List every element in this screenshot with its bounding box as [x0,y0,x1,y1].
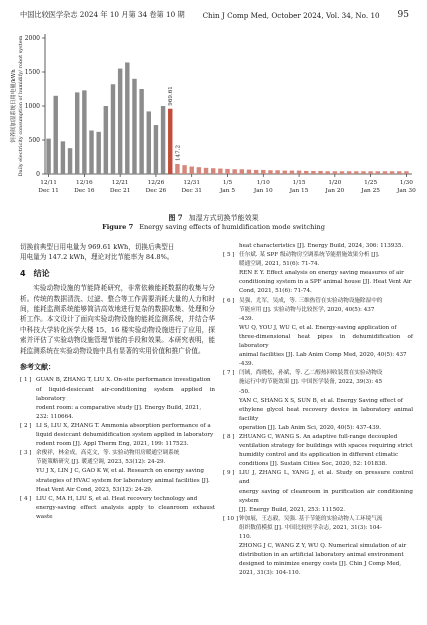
journal-title-cn: 中国比较医学杂志 2024 年 10 月第 34 卷第 10 期 [20,10,185,19]
x-tick-label-top: 1/5 [222,180,233,186]
bar [261,170,265,174]
bar [46,139,50,174]
bar [189,167,193,174]
x-tick-label-bottom: Jan 30 [397,188,416,194]
x-tick-label-top: 1/20 [328,180,342,186]
reference-line: strategies of HVAC system for laboratory animal facilities [J]. [36,477,210,484]
reference-number: [ 7 ] [223,370,235,377]
intro-line: 切换前典型日用电量为 969.61 kWh，切换后典型日 [20,243,175,251]
y-tick-label: 0 [36,171,40,179]
bar [275,170,279,174]
reference-line: ZHUANG C, WANG S. An adaptive full-range decoupled [239,433,398,440]
reference-continuation [223,242,413,251]
reference-line: ZHONG J C, WANG Z Y, WU Q. Numerical simulation of air [239,543,407,550]
bar [347,171,351,174]
reference-item [223,297,413,370]
bar [68,148,72,174]
bar [268,170,272,174]
references-title: 参考文献： [20,363,55,372]
reference-line: 任尔斌. 某 SPF 级动物房空调系统节能措施效果分析 [J]. [239,252,380,259]
right-column [223,242,413,578]
bar [290,171,294,174]
x-tick-label-bottom: Jan 15 [289,188,309,194]
reference-line: 暖通空调, 2021, 51(6): 71-74. [239,261,320,268]
x-tick-label-bottom: Dec 16 [74,188,95,194]
bar [354,171,358,174]
reference-line: GUAN B, ZHANG T, LIU X. On-site performance investigation [36,377,211,384]
figure-caption-en [0,223,427,231]
bar [390,171,394,174]
bar [118,69,122,174]
bar [368,171,372,174]
intro-line: 用电量为 147.2 kWh，理论对比节能率为 84.8%。 [20,253,174,262]
left-column [20,242,215,522]
reference-line: 吴强，尤军，吴成，等. 三维热管在实验动物设施除湿中的 [239,297,383,304]
reference-line: ventilation strategy for buildings with spaces requiring strict [239,443,413,450]
reference-line: YU J X, LIN J C, GAO K W, et al. Research on energy saving [36,468,204,475]
x-tick-label-top: 1/25 [364,180,378,186]
conclusion-paragraph: 实验动物设施的节能降耗研究，非常依赖能耗数据的收集与分析。传统的数据清洗、过滤、整合等工作需要消耗大量的人力和时间，能耗监测系统能够简洁高效地进行复杂的数据收集、处理和分析工作。本文设计了面向实验动物设施的能耗监测系统，并结合华中科技大学转化医学大楼 15、16 楼实验动物设施进行了应用，探索并评估了实验动物设施管理节能的手段和效果。本研究表明，能耗监测系统在实验动物设施中具有显著的实用价值和推广价值。 [20,284,215,355]
bar [225,169,229,174]
reference-line: ethylene glycol heat recovery device in laboratory animal facility [239,406,413,422]
reference-line: 余俊祥，林金成，高克文，等. 实验动物用房暖通空调系统 [36,450,180,457]
bar [333,171,337,174]
figure-title-cn: 加湿方式切换节能效果 [188,214,259,222]
bar [218,169,222,174]
reference-line: animal facilities [J]. Lab Anim Comp Med, 2020, 40(5): 437 [239,352,407,359]
bar [197,167,201,174]
reference-line: operation [J]. Lab Anim Sci, 2020, 40(5): 437-439. [239,424,381,431]
reference-line: of liquid-desiccant air-conditioning system applied in laboratory [36,386,215,402]
figure-caption-cn [0,213,427,223]
bar [204,168,208,174]
bar [147,111,151,174]
y-tick-label: 1500 [24,69,40,77]
bar [340,171,344,174]
reference-line: -439. [239,315,254,322]
reference-line: YAN C, SHANG X S, SUN B, et al. Energy Saving effect of [239,397,403,404]
bar [182,165,186,174]
x-tick-label-top: 12/26 [147,180,165,186]
reference-item [223,469,413,514]
reference-line: humidity control and its application in different climatic [239,452,399,459]
reference-line: 110. [239,534,252,540]
reference-item [223,251,413,296]
energy-bar-chart [0,26,427,211]
running-header [20,9,409,21]
figure-number-en: Figure 7 [102,223,134,231]
x-tick-label-top: 12/21 [111,180,129,186]
reference-text [36,449,215,494]
reference-line: 施运行中的节能效果 [J]. 中国医学装备, 2022, 39(3): 45 [239,379,383,386]
bar [283,171,287,174]
reference-line: heat characteristics [J]. Energy Build, 2024, 306: 113935. [239,243,404,249]
x-tick-label-top: 1/15 [292,180,306,186]
bar [297,171,301,174]
chart-bars [46,62,408,174]
bar [175,164,179,174]
figure-number-cn: 图 7 [168,213,183,222]
reference-line: 闫铖，尚晓松，孙斌，等. 乙二醇热回收装置在实验动物设 [239,370,383,377]
y-tick-label: 1000 [24,103,40,111]
reference-line: distribution in an artificial laboratory animal environment [239,552,404,559]
bar [154,125,158,174]
right-references [223,251,413,578]
y-axis-title-cn: 饲养间加湿系统日用电量/kWh [11,69,17,143]
reference-number: [ 8 ] [223,433,235,440]
reference-item [20,495,215,522]
reference-line: 232: 110664. [36,413,74,420]
x-tick-label-top: 12/16 [76,180,93,186]
bar [61,141,65,174]
bar-value-label: 147.2 [175,144,182,162]
reference-line: 节能策略研究 [J]. 暖通空调, 2023, 53(12): 24-29. [36,459,166,466]
x-tick-label-top: 1/10 [256,180,270,186]
reference-line: designed to minimize energy costs [J]. Chin J Comp Med, [239,561,402,568]
x-tick-label-bottom: Jan 20 [325,188,345,194]
bar [247,170,251,174]
reference-item [20,449,215,494]
reference-number: [ 10 ] [223,515,239,522]
reference-item [223,369,413,433]
bar [96,132,100,174]
reference-line: Heat Vent Air Cond, 2023, 53(12): 24-29. [36,486,153,493]
reference-item [223,433,413,469]
x-tick-label-bottom: Dec 26 [145,188,167,194]
reference-number: [ 6 ] [223,297,235,304]
reference-line: LIU J, ZHANG L, YANG J, et al. Study on pressure control and [239,470,413,486]
reference-number: [ 5 ] [223,252,235,259]
reference-item [20,376,215,421]
left-references [20,376,215,522]
bar [254,170,258,174]
reference-line: LI S, LIU X, ZHANG T. Ammonia absorption performance of a [36,422,211,429]
page-number: 95 [397,10,409,20]
figure-title-en: Energy saving effects of humidification mode switching [139,223,325,231]
bar [75,92,79,174]
y-tick-label: 500 [28,137,40,145]
bar [54,96,58,174]
reference-line: REN E Y. Effect analysis on energy saving measures of air [239,270,404,277]
bar [361,171,365,174]
reference-line: Cond, 2021, 51(6): 71-74. [239,288,312,295]
reference-item [223,515,413,579]
bar [104,106,108,174]
reference-line: 2021, 31(3): 104-110. [239,570,301,577]
reference-item [20,422,215,449]
reference-text [239,369,413,433]
bar [240,169,244,174]
y-axis-title-en: Daily electricity consumption of humidify/ robot system [18,35,24,177]
reference-text [239,469,413,514]
reference-text [239,433,413,469]
reference-number: [ 9 ] [223,470,235,477]
reference-line: 钟加展，王志毅，吴强. 基于节能的实验动物人工环境气流 [239,515,383,522]
bar [232,169,236,174]
reference-number: [ 3 ] [20,450,32,457]
bar [318,171,322,174]
bar [139,89,143,174]
bar [168,109,172,174]
bar [304,171,308,174]
reference-line: -50. [239,388,250,395]
reference-line: -439. [239,361,254,368]
reference-line: WU Q, YOU J, WU C, et al. Energy-saving application of [239,324,397,331]
bar [211,168,215,174]
reference-text [36,422,215,449]
reference-line: [J]. Energy Build, 2021, 253: 111502. [239,506,346,513]
reference-text [239,515,413,579]
x-tick-label-bottom: Dec 31 [181,188,202,194]
reference-line: 组织数值模拟 [J]. 中国比较医学杂志, 2021, 31(3): 104- [239,524,382,531]
bar [82,90,86,174]
reference-line: conditioning system in a SPF animal house [J]. Heat Vent Air [239,279,412,286]
reference-number: [ 4 ] [20,495,32,502]
reference-line: LIU C, MA H, LIU S, et al. Heat recovery technology and [36,495,198,502]
reference-text [239,297,413,370]
bar [161,106,165,174]
journal-title-en: Chin J Comp Med, October 2024, Vol. 34, No. 10 [202,10,380,20]
x-tick-label-bottom: Jan 25 [361,188,381,194]
x-tick-label-top: 1/30 [399,180,413,186]
reference-line: three-dimensional heat pipes in dehumidification of laboratory [239,333,413,350]
reference-text [239,251,413,296]
bar [132,79,136,174]
x-tick-label-bottom: Jan 5 [219,188,236,194]
reference-line: energy saving of cleanroom in purification air conditioning system [239,488,413,504]
reference-text [36,376,215,421]
bar [383,171,387,174]
reference-number: [ 2 ] [20,422,32,429]
reference-line: conditions [J]. Sustain Cities Soc, 2020, 52: 101838. [239,461,388,468]
y-tick-label: 2000 [24,35,40,43]
x-tick-label-top: 12/11 [40,180,57,186]
reference-line: rodent room [J]. Appl Therm Eng, 2021, 199: 117523. [36,441,189,448]
reference-line: rodent room: a comparative study [J]. Energy Build, 2021, [36,404,202,411]
bar [311,171,315,174]
reference-line: 节能应用 [J]. 实验动物与比较医学, 2020, 40(5): 437 [239,306,375,313]
x-tick-label-top: 12/31 [183,180,201,186]
x-tick-label-bottom: Dec 21 [109,188,131,194]
bar [376,171,380,174]
reference-line: liquid desiccant dehumidification system applied in laboratory [36,432,214,439]
bar [397,171,401,174]
reference-number: [ 1 ] [20,377,32,384]
bar [111,84,115,174]
reference-line: energy-saving effect analysis apply to cleanroom exhaust waste [36,504,215,520]
bar [125,62,129,174]
reference-text [36,495,215,522]
x-tick-label-bottom: Dec 11 [38,188,59,194]
bar [89,130,93,174]
section-title: 4 结论 [20,268,50,278]
bar-value-label: 969.61 [168,86,175,106]
bar [404,171,408,174]
x-tick-label-bottom: Jan 10 [253,188,273,194]
bar [325,171,329,174]
